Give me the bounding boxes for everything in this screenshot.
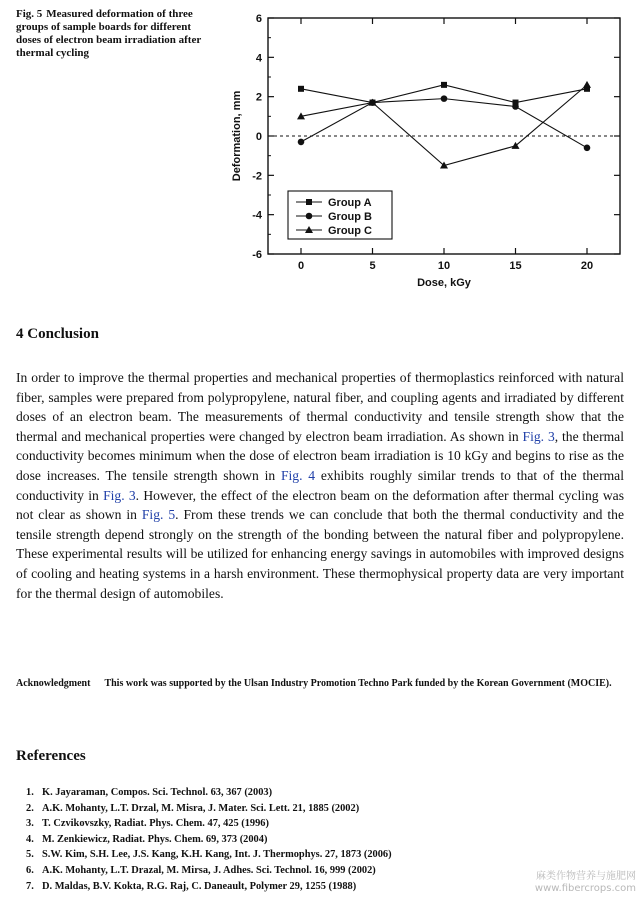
conclusion-text — [16, 368, 624, 603]
conclusion-paragraph — [16, 368, 624, 603]
deformation-chart — [0, 0, 640, 300]
x-tick-label: 0 — [297, 260, 305, 272]
y-tick-label: -6 — [252, 249, 262, 261]
acknowledgment — [16, 677, 624, 691]
reference-item — [26, 847, 392, 863]
body-text-run: . From these trends we can conclude that both the thermal conductivity and the tensile strength depend strongly on the strength of the bonding between the natural fiber and polypropylene. These experimental results will be utilized for enhancing energy savings in automobiles with improved designs of cooling and heating systems in a harsh environment. These thermophysical property data are very important for the thermal design of automobiles. — [16, 507, 624, 601]
series-group-b — [298, 95, 591, 151]
legend-label: Group B — [328, 211, 372, 223]
figure-link[interactable]: Fig. 3 — [103, 487, 136, 503]
figure-link[interactable]: Fig. 5 — [141, 507, 176, 523]
y-tick-label: -2 — [252, 170, 262, 183]
y-axis-label: Deformation, mm — [231, 90, 243, 182]
y-tick-label: 4 — [255, 52, 262, 65]
legend-label: Group A — [328, 197, 372, 209]
x-axis-label: Dose, kGy — [417, 277, 471, 289]
reference-text: K. Jayaraman, Compos. Sci. Technol. 63, 367 (2003) — [42, 787, 273, 798]
references-title: References — [16, 748, 86, 764]
reference-item — [26, 832, 392, 848]
figure-caption-text: Measured deformation of three groups of sample boards for different doses of electron beam irradiation after thermal cycling — [16, 8, 202, 59]
x-tick-label: 10 — [437, 260, 451, 272]
reference-item — [26, 816, 392, 832]
reference-number: 7. — [26, 880, 34, 892]
watermark — [535, 871, 636, 895]
series-group-a — [298, 82, 590, 106]
reference-number: 2. — [26, 802, 34, 814]
reference-list — [26, 785, 392, 894]
reference-number: 1. — [26, 787, 34, 798]
reference-text: T. Czvikovszky, Radiat. Phys. Chem. 47, 425 (1996) — [42, 818, 269, 830]
reference-text: D. Maldas, B.V. Kokta, R.G. Raj, C. Daneault, Polymer 29, 1255 (1988) — [42, 880, 357, 892]
data-point — [512, 103, 519, 110]
figure-link[interactable]: Fig. 3 — [522, 428, 555, 444]
reference-text: A.K. Mohanty, L.T. Drzal, M. Misra, J. Mater. Sci. Lett. 21, 1885 (2002) — [42, 802, 360, 814]
reference-text: S.W. Kim, S.H. Lee, J.S. Kang, K.H. Kang, Int. J. Thermophys. 27, 1873 (2006) — [42, 849, 392, 861]
y-tick-label: -4 — [252, 209, 262, 222]
legend-marker — [306, 213, 313, 220]
body-text-run: In order to improve the thermal properties and mechanical properties of thermoplastics reinforced with natural fiber, samples were prepared from polypropylene, natural fiber, and coupling agents and irradiated by different doses of an electron beam. The measurements of thermal conductivity and tensile strength show that the thermal and mechanical properties were changed by electron beam irradiation. As shown in — [16, 370, 624, 444]
legend-marker — [306, 199, 312, 205]
data-point — [584, 145, 591, 152]
legend-label: Group C — [328, 225, 372, 237]
data-point — [583, 81, 591, 88]
reference-item — [26, 879, 392, 895]
section-title: 4 Conclusion — [16, 326, 99, 342]
reference-number: 5. — [26, 849, 34, 861]
watermark-line: 麻类作物营养与施肥网 — [536, 871, 636, 882]
figure-link[interactable]: Fig. 4 — [280, 467, 316, 483]
reference-text: M. Zenkiewicz, Radiat. Phys. Chem. 69, 373 (2004) — [42, 833, 268, 845]
y-tick-label: 0 — [255, 131, 262, 143]
reference-number: 6. — [26, 864, 34, 876]
x-tick-label: 15 — [509, 260, 522, 272]
x-tick-label: 5 — [369, 260, 376, 272]
body-text-run: exhibits roughly similar trends to that of the thermal conductivity in — [16, 467, 624, 503]
x-tick-label: 20 — [580, 260, 594, 272]
series-line — [301, 99, 587, 148]
body-text-run: . However, the effect of the electron beam on the deformation after thermal cycling was not clear as shown in — [16, 487, 625, 523]
y-tick-label: 6 — [255, 13, 262, 25]
legend — [288, 191, 392, 239]
acknowledgment-label: Acknowledgment — [16, 678, 91, 689]
y-tick-label: 2 — [255, 91, 262, 104]
figure-number: Fig. 5 — [16, 8, 43, 20]
body-text-run: , the thermal conductivity becomes minimum when the dose of electron beam irradiation is 10 kGy and begins to rise as the dose increases. The tensile strength shown in — [16, 428, 624, 483]
reference-text: A.K. Mohanty, L.T. Drazal, M. Mirsa, J. Adhes. Sci. Technol. 16, 999 (2002) — [42, 864, 376, 876]
data-point — [298, 139, 305, 146]
data-point — [441, 95, 448, 102]
data-point — [298, 86, 304, 92]
reference-number: 4. — [26, 833, 34, 845]
data-point — [441, 82, 447, 88]
reference-item — [26, 785, 392, 801]
reference-item — [26, 801, 392, 817]
reference-item — [26, 863, 392, 879]
watermark-line: www.fibercrops.com — [534, 883, 636, 894]
acknowledgment-text: This work was supported by the Ulsan Industry Promotion Techno Park funded by the Korean Government (MOCIE). — [104, 678, 612, 689]
reference-number: 3. — [26, 818, 34, 830]
